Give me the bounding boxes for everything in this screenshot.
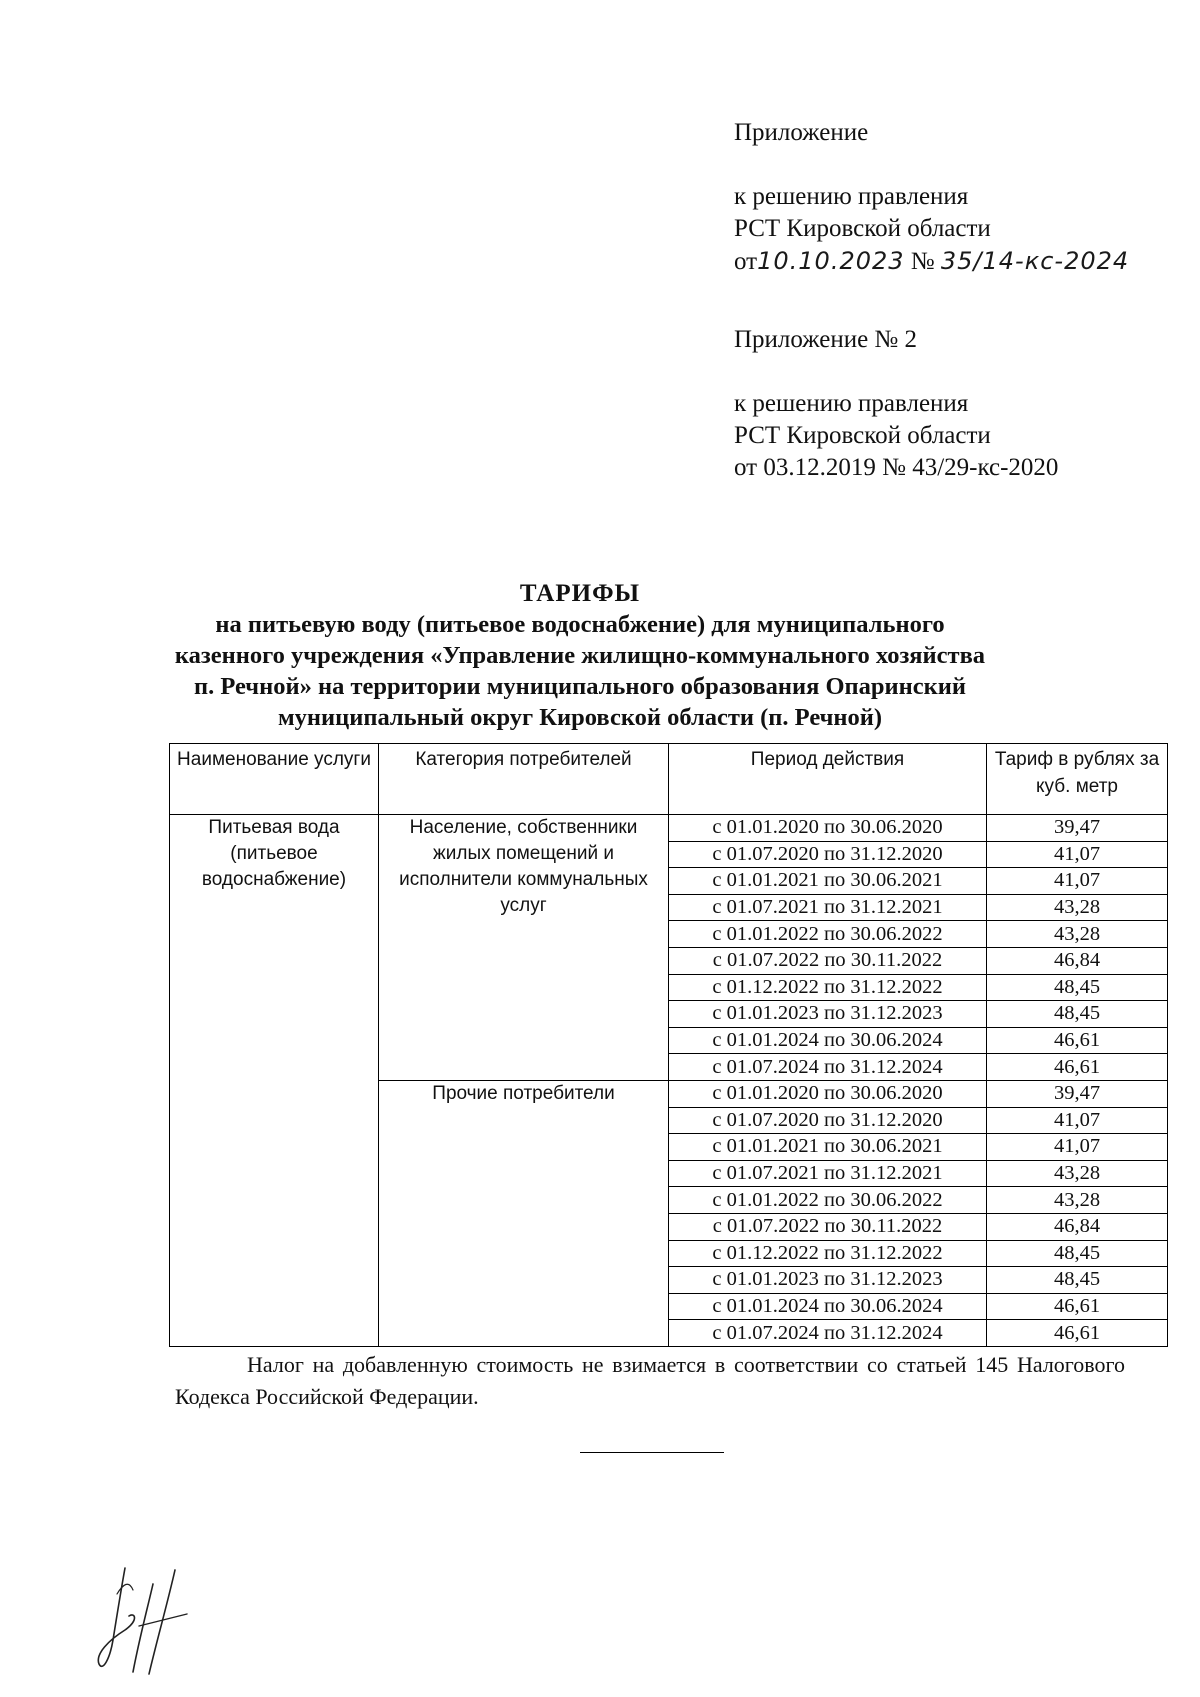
cell-tariff: 48,45 — [987, 1267, 1168, 1294]
vat-footnote-text: Налог на добавленную стоимость не взимается в соответствии со статьей 145 Налогового Кодекса Российской Федерации. — [175, 1352, 1125, 1409]
cell-tariff: 46,61 — [987, 1027, 1168, 1054]
signature-mark — [95, 1560, 205, 1678]
cell-tariff: 41,07 — [987, 1134, 1168, 1161]
title-main: ТАРИФЫ — [519, 580, 641, 607]
table-body — [170, 815, 1168, 1347]
cell-period: с 01.07.2020 по 31.12.2020 — [669, 1107, 987, 1134]
title-line-2: казенного учреждения «Управление жилищно-коммунального хозяйства — [174, 642, 986, 669]
cell-period: с 01.07.2021 по 31.12.2021 — [669, 1160, 987, 1187]
cell-period: с 01.07.2022 по 30.11.2022 — [669, 947, 987, 974]
cell-service-name: Питьевая вода (питьевое водоснабжение) — [170, 815, 379, 1347]
header-service: Наименование услуги — [170, 744, 379, 815]
cell-period: с 01.07.2020 по 31.12.2020 — [669, 841, 987, 868]
cell-period: с 01.12.2022 по 31.12.2022 — [669, 974, 987, 1001]
cell-period: с 01.01.2024 по 30.06.2024 — [669, 1027, 987, 1054]
cell-period: с 01.01.2023 по 31.12.2023 — [669, 1001, 987, 1028]
cell-period: с 01.07.2021 по 31.12.2021 — [669, 894, 987, 921]
appendix-prev-org: РСТ Кировской области — [734, 422, 991, 449]
cell-tariff: 46,84 — [987, 947, 1168, 974]
handwritten-date: 10.10.2023 — [757, 247, 905, 275]
appendix-previous — [734, 324, 1174, 484]
cell-period: с 01.01.2020 по 30.06.2020 — [669, 1080, 987, 1107]
cell-tariff: 41,07 — [987, 868, 1168, 895]
cell-period: с 01.01.2020 по 30.06.2020 — [669, 815, 987, 842]
vat-footnote — [175, 1349, 1125, 1413]
closing-rule — [580, 1452, 724, 1453]
cell-category: Прочие потребители — [379, 1080, 669, 1346]
document-title — [140, 578, 1020, 733]
ref-number-sign: № — [910, 248, 935, 275]
cell-tariff: 43,28 — [987, 921, 1168, 948]
cell-tariff: 39,47 — [987, 815, 1168, 842]
appendix-current — [734, 117, 1174, 278]
appendix-prev-to-decision: к решению правления — [734, 390, 969, 417]
table-row — [170, 815, 1168, 842]
cell-period: с 01.01.2022 по 30.06.2022 — [669, 1187, 987, 1214]
appendix-prev-title: Приложение № 2 — [734, 326, 918, 353]
cell-tariff: 43,28 — [987, 1187, 1168, 1214]
cell-period: с 01.12.2022 по 31.12.2022 — [669, 1240, 987, 1267]
cell-tariff: 39,47 — [987, 1080, 1168, 1107]
appendix-ref-line — [734, 245, 1174, 278]
cell-tariff: 48,45 — [987, 1001, 1168, 1028]
cell-period: с 01.01.2022 по 30.06.2022 — [669, 921, 987, 948]
header-tariff: Тариф в рублях за куб. метр — [987, 744, 1168, 815]
cell-period: с 01.07.2022 по 30.11.2022 — [669, 1213, 987, 1240]
cell-tariff: 43,28 — [987, 894, 1168, 921]
tariffs-table — [169, 743, 1168, 1347]
cell-period: с 01.07.2024 по 31.12.2024 — [669, 1320, 987, 1347]
cell-tariff: 41,07 — [987, 1107, 1168, 1134]
handwritten-number: 35/14-кс-2024 — [940, 247, 1130, 275]
appendix-to-decision: к решению правления — [734, 183, 969, 210]
ref-from-prefix: от — [734, 248, 758, 275]
cell-period: с 01.01.2024 по 30.06.2024 — [669, 1293, 987, 1320]
header-category: Категория потребителей — [379, 744, 669, 815]
cell-period: с 01.01.2021 по 30.06.2021 — [669, 1134, 987, 1161]
cell-category: Население, собственники жилых помещений и исполнители коммунальных услуг — [379, 815, 669, 1081]
appendix-org: РСТ Кировской области — [734, 215, 991, 242]
title-line-1: на питьевую воду (питьевое водоснабжение) для муниципального — [215, 611, 945, 638]
cell-tariff: 46,84 — [987, 1213, 1168, 1240]
cell-tariff: 48,45 — [987, 1240, 1168, 1267]
cell-period: с 01.01.2023 по 31.12.2023 — [669, 1267, 987, 1294]
appendix-prev-ref-line: от 03.12.2019 № 43/29-кс-2020 — [734, 454, 1059, 481]
cell-tariff: 46,61 — [987, 1293, 1168, 1320]
title-line-3: п. Речной» на территории муниципального образования Опаринский — [194, 673, 966, 700]
title-line-4: муниципальный округ Кировской области (п. Речной) — [277, 704, 883, 731]
header-period: Период действия — [669, 744, 987, 815]
appendix-title: Приложение — [734, 119, 869, 146]
cell-tariff: 43,28 — [987, 1160, 1168, 1187]
cell-period: с 01.01.2021 по 30.06.2021 — [669, 868, 987, 895]
cell-tariff: 41,07 — [987, 841, 1168, 868]
table-header-row — [170, 744, 1168, 815]
cell-tariff: 48,45 — [987, 974, 1168, 1001]
cell-tariff: 46,61 — [987, 1054, 1168, 1081]
cell-tariff: 46,61 — [987, 1320, 1168, 1347]
cell-period: с 01.07.2024 по 31.12.2024 — [669, 1054, 987, 1081]
